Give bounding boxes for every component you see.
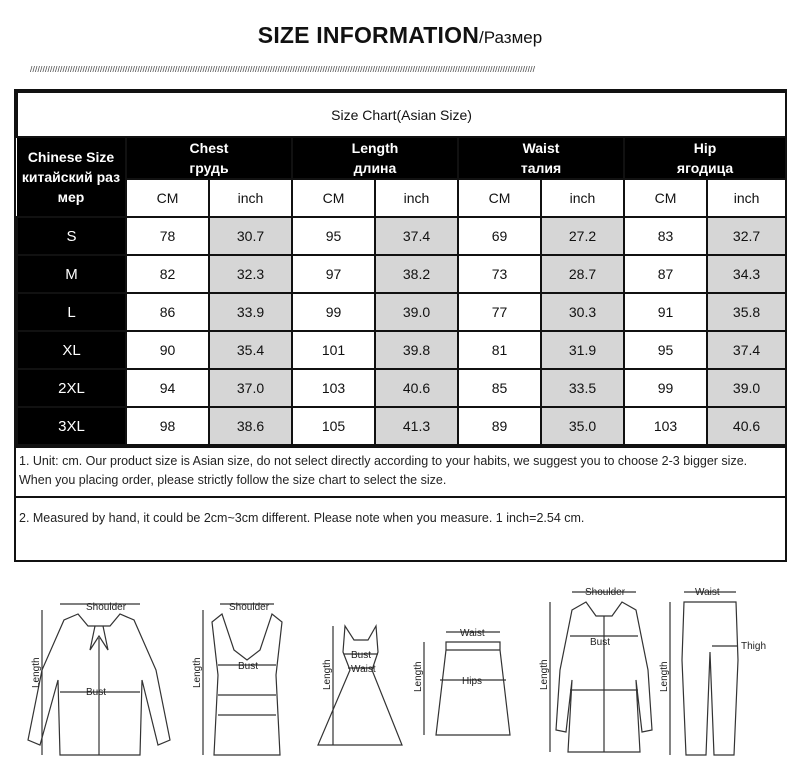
garment-diagrams: [0, 580, 800, 770]
inch-cell: 39.0: [707, 369, 786, 407]
unit-cm: CM: [292, 179, 375, 217]
blouse-bust-label: Bust: [86, 687, 107, 698]
inch-cell: 39.8: [375, 331, 458, 369]
unit-cm: CM: [126, 179, 209, 217]
title-main: SIZE INFORMATION: [257, 22, 480, 48]
title-sub: /Размер: [479, 28, 543, 47]
inch-cell: 32.7: [707, 217, 786, 255]
coat-shoulder-label: Shoulder: [585, 587, 626, 598]
inch-cell: 33.5: [541, 369, 624, 407]
chart-caption: Size Chart(Asian Size): [17, 92, 786, 137]
cm-cell: 101: [292, 331, 375, 369]
inch-cell: 40.6: [707, 407, 786, 445]
cm-cell: 98: [126, 407, 209, 445]
group-length-label: Length: [351, 140, 399, 156]
table-row: [17, 293, 786, 331]
dress-length-label: Length: [322, 659, 333, 690]
measurement-illustrations: [0, 580, 800, 770]
cm-cell: 89: [458, 407, 541, 445]
group-chest-ru: грудь: [189, 160, 229, 176]
inch-cell: 27.2: [541, 217, 624, 255]
dress-waist-label: Waist: [351, 664, 376, 675]
dashed-divider: //////////////////////////////////////////////////////////////////////////////////////////////////////////////////////////////////////////////////////////////////////////////////////////////////////////: [30, 66, 536, 72]
group-hip-ru: ягодица: [676, 160, 734, 176]
pants-thigh-label: Thigh: [741, 641, 767, 652]
skirt-length-label: Length: [413, 661, 424, 692]
cm-cell: 103: [292, 369, 375, 407]
size-chart: [14, 89, 787, 562]
unit-cm: CM: [458, 179, 541, 217]
unit-inch: inch: [541, 179, 624, 217]
tank-diagram: [203, 604, 282, 755]
inch-cell: 33.9: [209, 293, 292, 331]
cm-cell: 90: [126, 331, 209, 369]
size-header-ru-1: китайский раз: [21, 169, 121, 185]
cm-cell: 77: [458, 293, 541, 331]
inch-cell: 38.2: [375, 255, 458, 293]
inch-cell: 32.3: [209, 255, 292, 293]
pants-length-label: Length: [659, 661, 670, 692]
tank-shoulder-label: Shoulder: [229, 602, 270, 613]
inch-cell: 35.0: [541, 407, 624, 445]
unit-inch: inch: [375, 179, 458, 217]
inch-cell: 37.4: [707, 331, 786, 369]
size-header-en: Chinese Size: [27, 149, 115, 165]
group-length-ru: длина: [353, 160, 397, 176]
inch-cell: 38.6: [209, 407, 292, 445]
inch-cell: 30.7: [209, 217, 292, 255]
cm-cell: 97: [292, 255, 375, 293]
unit-inch: inch: [209, 179, 292, 217]
inch-cell: 31.9: [541, 331, 624, 369]
cm-cell: 103: [624, 407, 707, 445]
size-cell: S: [17, 217, 126, 255]
group-chest-label: Chest: [189, 140, 229, 156]
cm-cell: 85: [458, 369, 541, 407]
cm-cell: 82: [126, 255, 209, 293]
skirt-waist-label: Waist: [460, 628, 485, 639]
group-waist: [458, 137, 624, 179]
note-measure: 2. Measured by hand, it could be 2cm~3cm different. Please note when you measure. 1 inch=2.54 cm.: [16, 496, 785, 537]
diagram-labels: [31, 587, 766, 698]
coat-bust-label: Bust: [590, 637, 611, 648]
table-row: [17, 407, 786, 445]
size-cell: 3XL: [17, 407, 126, 445]
inch-cell: 35.8: [707, 293, 786, 331]
table-row: [17, 369, 786, 407]
pants-waist-label: Waist: [695, 587, 720, 598]
group-chest: [126, 137, 292, 179]
size-header-ru-2: мер: [57, 189, 85, 205]
cm-cell: 99: [292, 293, 375, 331]
inch-cell: 37.0: [209, 369, 292, 407]
group-hip: [624, 137, 786, 179]
table-row: [17, 217, 786, 255]
cm-cell: 83: [624, 217, 707, 255]
unit-inch: inch: [707, 179, 786, 217]
cm-cell: 73: [458, 255, 541, 293]
dress-bust-label: Bust: [351, 650, 372, 661]
group-hip-label: Hip: [693, 140, 717, 156]
skirt-hips-label: Hips: [462, 676, 483, 687]
inch-cell: 35.4: [209, 331, 292, 369]
size-cell: XL: [17, 331, 126, 369]
size-table: [16, 91, 787, 446]
cm-cell: 91: [624, 293, 707, 331]
blouse-length-label: Length: [31, 657, 42, 688]
size-cell: L: [17, 293, 126, 331]
cm-cell: 99: [624, 369, 707, 407]
page-title: [0, 22, 800, 49]
inch-cell: 34.3: [707, 255, 786, 293]
cm-cell: 105: [292, 407, 375, 445]
size-cell: M: [17, 255, 126, 293]
inch-cell: 28.7: [541, 255, 624, 293]
group-waist-ru: талия: [520, 160, 562, 176]
table-row: [17, 331, 786, 369]
cm-cell: 69: [458, 217, 541, 255]
cm-cell: 87: [624, 255, 707, 293]
cm-cell: 86: [126, 293, 209, 331]
coat-length-label: Length: [539, 659, 550, 690]
unit-cm: CM: [624, 179, 707, 217]
cm-cell: 94: [126, 369, 209, 407]
tank-length-label: Length: [192, 657, 203, 688]
cm-cell: 95: [624, 331, 707, 369]
table-row: [17, 255, 786, 293]
note-unit: 1. Unit: cm. Our product size is Asian size, do not select directly according to your habits, we suggest you to choose 2-3 bigger size. When you placing order, please strictly follow the size chart to select the size.: [16, 446, 785, 496]
size-header: [17, 137, 126, 217]
pants-diagram: [670, 592, 738, 755]
group-waist-label: Waist: [522, 140, 560, 156]
size-cell: 2XL: [17, 369, 126, 407]
cm-cell: 78: [126, 217, 209, 255]
coat-diagram: [550, 592, 652, 752]
inch-cell: 40.6: [375, 369, 458, 407]
cm-cell: 81: [458, 331, 541, 369]
blouse-shoulder-label: Shoulder: [86, 602, 127, 613]
inch-cell: 30.3: [541, 293, 624, 331]
cm-cell: 95: [292, 217, 375, 255]
tank-bust-label: Bust: [238, 661, 259, 672]
group-length: [292, 137, 458, 179]
inch-cell: 39.0: [375, 293, 458, 331]
blouse-diagram: [28, 604, 170, 755]
inch-cell: 37.4: [375, 217, 458, 255]
inch-cell: 41.3: [375, 407, 458, 445]
